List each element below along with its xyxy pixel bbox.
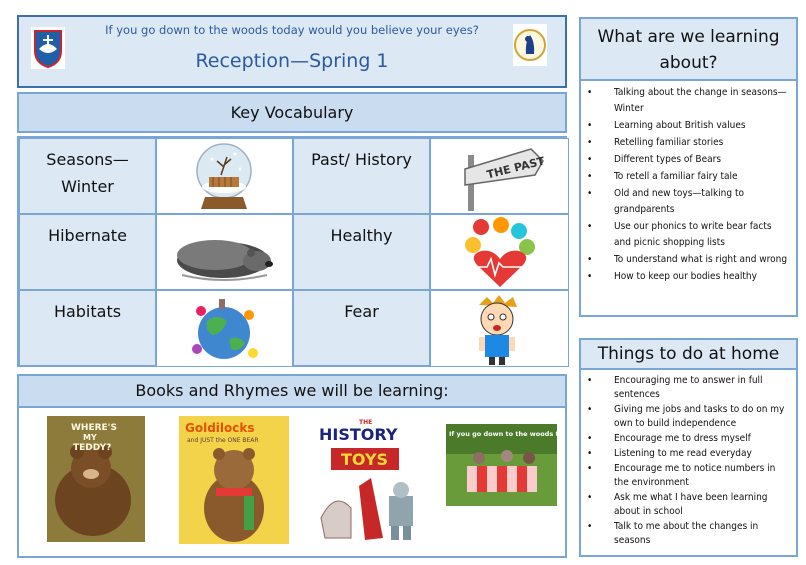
book-title-line: THE	[359, 419, 373, 426]
vocab-word-seasons-winter	[19, 138, 156, 214]
past-signpost-icon	[431, 139, 568, 213]
home-heading: Things to do at home	[581, 340, 796, 370]
book-title-line: TEDDY?	[73, 443, 112, 453]
learning-panel	[579, 17, 798, 317]
books-area	[17, 408, 567, 558]
globe-animals-icon	[157, 291, 292, 366]
school-crest-logo	[31, 27, 65, 69]
book-cover-woods-today	[446, 424, 565, 506]
list-item: • Learning about British values	[585, 118, 790, 134]
vocab-word-text: Healthy	[330, 226, 393, 245]
book-title-line: TOYS	[341, 450, 389, 469]
vocab-picture-habitats	[156, 290, 293, 367]
vocab-word-text: Fear	[344, 302, 379, 321]
praying-hands-logo	[513, 24, 547, 66]
vocab-word-text: Habitats	[53, 302, 122, 321]
book-title-line: WHERE'S	[71, 423, 117, 433]
book-title-line: MY	[83, 433, 97, 442]
book-title-line: and JUST the ONE BEAR	[187, 437, 259, 444]
list-item: • Talk to me about the changes in seasons	[585, 520, 790, 548]
book-cover-history-of-toys	[311, 416, 421, 548]
book-title-line: HISTORY	[319, 425, 398, 444]
learning-list	[581, 81, 796, 288]
vocab-word-habitats	[19, 290, 156, 367]
list-item: • Old and new toys—talking to grandparents	[585, 186, 790, 218]
list-item: • To understand what is right and wrong	[585, 252, 790, 268]
list-item: • Encourage me to dress myself	[585, 432, 790, 446]
learning-heading: What are we learning about?	[581, 19, 796, 81]
list-item: • Talking about the change in seasons—Winter	[585, 85, 790, 117]
header-panel	[17, 15, 567, 88]
vocab-picture-healthy	[430, 214, 569, 290]
svg-text:THE PAST: THE PAST	[485, 154, 546, 182]
book-title-line: If you go down to the woods today	[449, 430, 565, 438]
list-item: • Encourage me to notice numbers in the environment	[585, 462, 790, 490]
home-panel	[579, 338, 798, 557]
book-cover-wheres-my-teddy	[47, 416, 145, 542]
list-item: • Giving me jobs and tasks to do on my own to build independence	[585, 403, 790, 431]
vocab-picture-past	[430, 138, 569, 214]
list-item: • Listening to me read everyday	[585, 447, 790, 461]
vocab-word-healthy	[293, 214, 430, 290]
list-item: • To retell a familiar fairy tale	[585, 169, 790, 185]
vocab-word-past-history	[293, 138, 430, 214]
book-covers	[19, 408, 565, 556]
list-item: • Encouraging me to answer in full sentences	[585, 374, 790, 402]
scared-child-icon	[431, 291, 568, 366]
topic-tagline: If you go down to the woods today would you believe your eyes?	[105, 23, 479, 37]
vocab-picture-hibernate	[156, 214, 293, 290]
vocab-word-text: Seasons— Winter	[46, 150, 129, 196]
list-item: • Ask me what I have been learning about in school	[585, 491, 790, 519]
vocab-picture-fear	[430, 290, 569, 367]
snow-globe-icon	[157, 139, 292, 213]
list-item: • Different types of Bears	[585, 152, 790, 168]
vocab-word-fear	[293, 290, 430, 367]
book-cover-goldilocks	[179, 416, 289, 544]
key-vocabulary-heading: Key Vocabulary	[17, 92, 567, 133]
home-list	[581, 370, 796, 551]
book-title-line: Goldilocks	[185, 421, 255, 435]
list-item: • How to keep our bodies healthy	[585, 269, 790, 285]
vocab-word-hibernate	[19, 214, 156, 290]
books-and-rhymes-heading: Books and Rhymes we will be learning:	[17, 374, 567, 408]
list-item: • Retelling familiar stories	[585, 135, 790, 151]
list-item: • Use our phonics to write bear facts and picnic shopping lists	[585, 219, 790, 251]
hibernating-bear-icon	[157, 215, 292, 289]
vocab-picture-seasons	[156, 138, 293, 214]
page-title: Reception—Spring 1	[195, 50, 389, 72]
vocab-word-text: Hibernate	[48, 226, 127, 245]
healthy-heart-icon	[431, 215, 568, 289]
vocabulary-grid	[17, 136, 567, 367]
vocab-word-text: Past/ History	[311, 150, 412, 169]
